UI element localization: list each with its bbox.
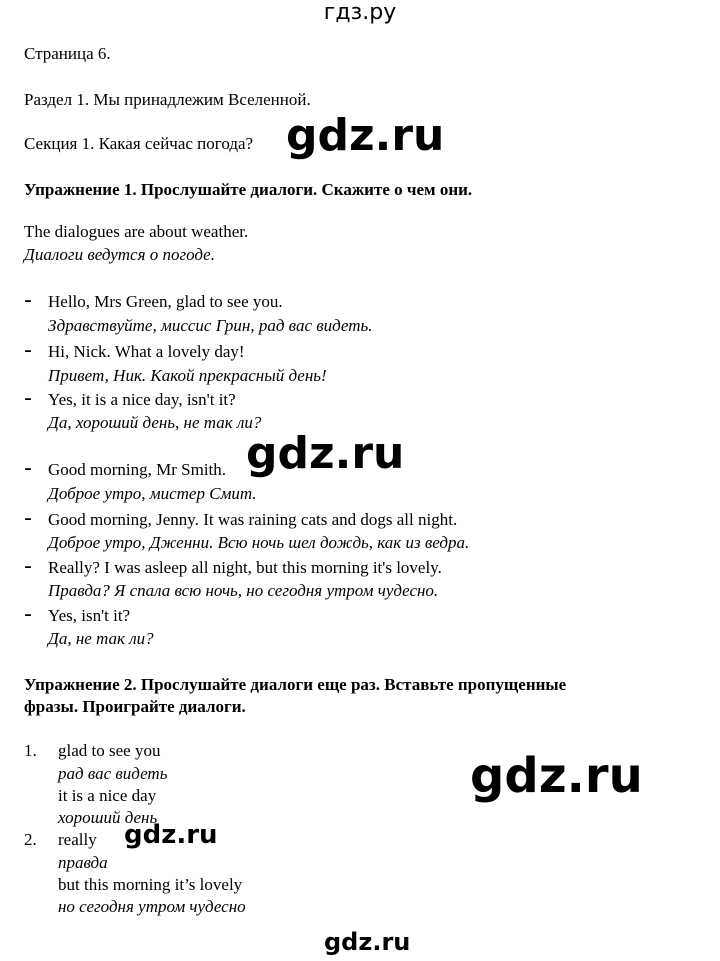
dialogue-line-en: Hi, Nick. What a lovely day!	[48, 342, 245, 361]
dialogue-dash: -	[24, 288, 32, 313]
item-line-ru: но сегодня утром чудесно	[58, 897, 246, 916]
dialogue-dash: -	[24, 506, 32, 531]
dialogue-line-ru: Правда? Я спала всю ночь, но сегодня утром чудесно.	[48, 581, 439, 600]
dialogue-line-en: Really? I was asleep all night, but this morning it's lovely.	[48, 558, 442, 577]
exercise1-title: Упражнение 1. Прослушайте диалоги. Скажите о чем они.	[24, 180, 473, 199]
dialogue-line-en: Yes, it is a nice day, isn't it?	[48, 390, 236, 409]
dialogue-line-ru: Доброе утро, мистер Смит.	[48, 484, 257, 503]
exercise1-answer-en: The dialogues are about weather.	[24, 222, 249, 241]
dialogue-line-en: Hello, Mrs Green, glad to see you.	[48, 292, 283, 311]
item-line-ru: рад вас видеть	[58, 764, 168, 783]
dialogue-dash: -	[24, 338, 32, 363]
dialogue-dash: -	[24, 456, 32, 481]
dialogue-dash: -	[24, 554, 32, 579]
dialogue-line-ru: Да, не так ли?	[48, 629, 154, 648]
dialogue-line-ru: Доброе утро, Дженни. Всю ночь шел дождь, как из ведра.	[48, 533, 470, 552]
item-line-en: it is a nice day	[58, 786, 157, 805]
site-header: гдз.ру	[323, 0, 397, 25]
exercise2-title-line1: Упражнение 2. Прослушайте диалоги еще раз. Вставьте пропущенные	[24, 675, 567, 694]
item-number: 2.	[24, 830, 37, 849]
item-line-ru: правда	[58, 853, 108, 872]
item-line-en: but this morning it’s lovely	[58, 875, 243, 894]
dialogue-dash: -	[24, 602, 32, 627]
dialogue-line-ru: Привет, Ник. Какой прекрасный день!	[48, 366, 327, 385]
item-line-en: glad to see you	[58, 741, 161, 760]
watermark: gdz.ru	[124, 820, 218, 850]
dialogue-line-ru: Да, хороший день, не так ли?	[48, 413, 262, 432]
dialogue-dash: -	[24, 386, 32, 411]
watermark: gdz.ru	[246, 428, 405, 479]
section-title: Раздел 1. Мы принадлежим Вселенной.	[24, 90, 311, 109]
exercise2-title-line2: фразы. Проиграйте диалоги.	[24, 697, 246, 716]
dialogue-line-en: Good morning, Jenny. It was raining cats and dogs all night.	[48, 510, 458, 529]
item-number: 1.	[24, 741, 37, 760]
watermark: gdz.ru	[286, 110, 445, 161]
item-line-ru: хороший день	[58, 808, 158, 827]
subsection-title: Секция 1. Какая сейчас погода?	[24, 134, 254, 153]
watermark: gdz.ru	[470, 748, 643, 804]
page-number: Страница 6.	[24, 44, 111, 63]
item-line-en: really	[58, 830, 97, 849]
exercise1-answer-ru: Диалоги ведутся о погоде.	[24, 245, 215, 264]
dialogue-line-ru: Здравствуйте, миссис Грин, рад вас видеть.	[48, 316, 373, 335]
dialogue-line-en: Yes, isn't it?	[48, 606, 131, 625]
dialogue-line-en: Good morning, Mr Smith.	[48, 460, 227, 479]
watermark: gdz.ru	[324, 928, 411, 956]
